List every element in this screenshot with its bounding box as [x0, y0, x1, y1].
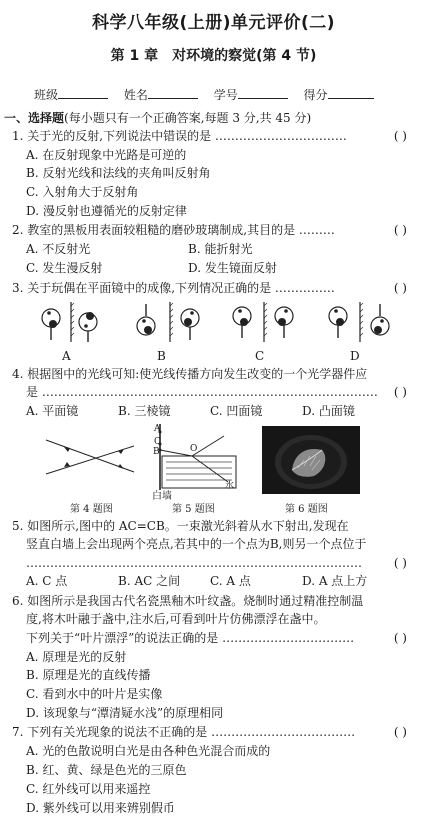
q6-option-d: D. 该现象与“潭清疑水浅”的原理相同	[26, 706, 224, 720]
q3-mirror-figure-c	[228, 300, 298, 345]
q3-answer-bracket[interactable]: ( )	[393, 281, 407, 295]
q1-answer-bracket[interactable]: ( )	[393, 129, 407, 143]
q5-stem-line3: …………………………………………………………………………	[26, 556, 362, 570]
q5-stem-line1: 5. 如图所示,图中的 AC=CB。一束激光斜着从水下射出,发现在	[12, 519, 349, 533]
q2-stem: 2. 教室的黑板用表面较粗糙的磨砂玻璃制成,其目的是 ………	[12, 223, 335, 237]
q1-option-c: C. 入射角大于反射角	[26, 185, 139, 199]
q1-option-a: A. 在反射现象中光路是可逆的	[26, 148, 187, 162]
fig5-label-c: C	[154, 437, 161, 447]
score-field[interactable]	[328, 86, 374, 99]
q5-option-d: D. A 点上方	[302, 574, 368, 588]
q7-option-a: A. 光的色散说明白光是由各种色光混合而成的	[26, 744, 271, 758]
q7-answer-bracket[interactable]: ( )	[393, 725, 407, 739]
q4-option-d: D. 凸面镜	[302, 404, 355, 418]
q7-option-b: B. 红、黄、绿是色光的三原色	[26, 763, 187, 777]
q4-option-a: A. 平面镜	[26, 404, 79, 418]
q7-stem: 7. 下列有关光现象的说法不正确的是 ………………………………	[12, 725, 356, 739]
chapter-title: 对环境的察觉(第 4 节)	[172, 48, 317, 64]
q2-option-b: B. 能折射光	[188, 242, 253, 256]
student-id-label: 学号	[213, 88, 238, 102]
q6-option-b: B. 原理是光的直线传播	[26, 668, 151, 682]
q5-stem-line2: 竖直白墙上会出现两个亮点,若其中的一个点为B,则另一个点位于	[26, 537, 367, 551]
q2-option-a: A. 不反射光	[26, 242, 91, 256]
q1-stem: 1. 关于光的反射,下列说法中错误的是 ……………………………	[12, 129, 347, 143]
q2-answer-bracket[interactable]: ( )	[393, 223, 407, 237]
q3-mirror-figure-b	[132, 300, 202, 345]
fig5-label-water: 水	[225, 481, 235, 491]
q1-option-d: D. 漫反射也遵循光的反射定律	[26, 204, 187, 218]
section-heading	[4, 111, 311, 125]
q3-mirror-figure-d	[322, 300, 392, 345]
fig6-leaf-bowl-photo	[262, 426, 360, 494]
student-info-line	[34, 86, 374, 103]
q6-answer-bracket[interactable]: ( )	[393, 631, 407, 645]
q3-stem: 3. 关于玩偶在平面镜中的成像,下列情况正确的是 ……………	[12, 281, 335, 295]
q5-option-a: A. C 点	[26, 574, 68, 588]
q2-option-c: C. 发生漫反射	[26, 261, 103, 275]
q2-option-d: D. 发生镜面反射	[188, 261, 277, 275]
chapter-heading	[0, 45, 427, 65]
q4-option-c: C. 凹面镜	[210, 404, 263, 418]
chapter-number: 第 1 章	[110, 48, 159, 64]
q4-stem-line2: 是 …………………………………………………………………………	[26, 385, 378, 399]
q6-option-c: C. 看到水中的叶片是实像	[26, 687, 163, 701]
q3-option-d: D	[350, 349, 360, 363]
class-field[interactable]	[58, 86, 108, 99]
worksheet-title: 科学八年级(上册)单元评价(二)	[91, 13, 336, 33]
q6-stem-line2: 度,将木叶融于盏中,注水后,可看到叶片仿佛漂浮在盏中。	[26, 612, 326, 626]
q7-option-c: C. 红外线可以用来遥控	[26, 782, 151, 796]
fig4-caption: 第 4 题图	[70, 504, 113, 515]
q6-stem-line1: 6. 如图所示是我国古代名瓷黑釉木叶纹盏。烧制时通过精准控制温	[12, 594, 364, 608]
student-id-field[interactable]	[238, 86, 288, 99]
q3-option-a: A	[62, 349, 71, 363]
fig5-caption: 第 5 题图	[172, 504, 215, 515]
score-label: 得分	[303, 88, 328, 102]
fig5-label-wall: 白墙	[152, 491, 172, 502]
q7-option-d: D. 紫外线可以用来辨别假币	[26, 801, 175, 815]
class-label: 班级	[34, 88, 59, 102]
q4-stem-line1: 4. 根据图中的光线可知:使光线传播方向发生改变的一个光学器件应	[12, 367, 368, 381]
section-note: (每小题只有一个正确答案,每题 3 分,共 45 分)	[64, 111, 312, 125]
q3-mirror-figure-a	[36, 300, 106, 345]
fig4-light-rays-diagram	[42, 432, 142, 484]
fig5-label-b: B	[153, 447, 160, 457]
q5-option-b: B. AC 之间	[118, 574, 181, 588]
q1-option-b: B. 反射光线和法线的夹角叫反射角	[26, 166, 211, 180]
q3-option-b: B	[157, 349, 166, 363]
fig5-label-o: O	[190, 444, 198, 454]
name-field[interactable]	[148, 86, 198, 99]
q6-option-a: A. 原理是光的反射	[26, 650, 127, 664]
q5-option-c: C. A 点	[210, 574, 251, 588]
name-label: 姓名	[123, 88, 148, 102]
section-title: 一、选择题	[4, 111, 65, 125]
q4-option-b: B. 三棱镜	[118, 404, 171, 418]
q3-option-c: C	[255, 349, 265, 363]
fig6-caption: 第 6 题图	[285, 504, 328, 515]
q6-stem-line3: 下列关于“叶片漂浮”的说法正确的是 ……………………………	[26, 631, 355, 645]
fig5-label-a: A	[154, 424, 161, 434]
q4-answer-bracket[interactable]: ( )	[393, 385, 407, 399]
q5-answer-bracket[interactable]: ( )	[393, 556, 407, 570]
